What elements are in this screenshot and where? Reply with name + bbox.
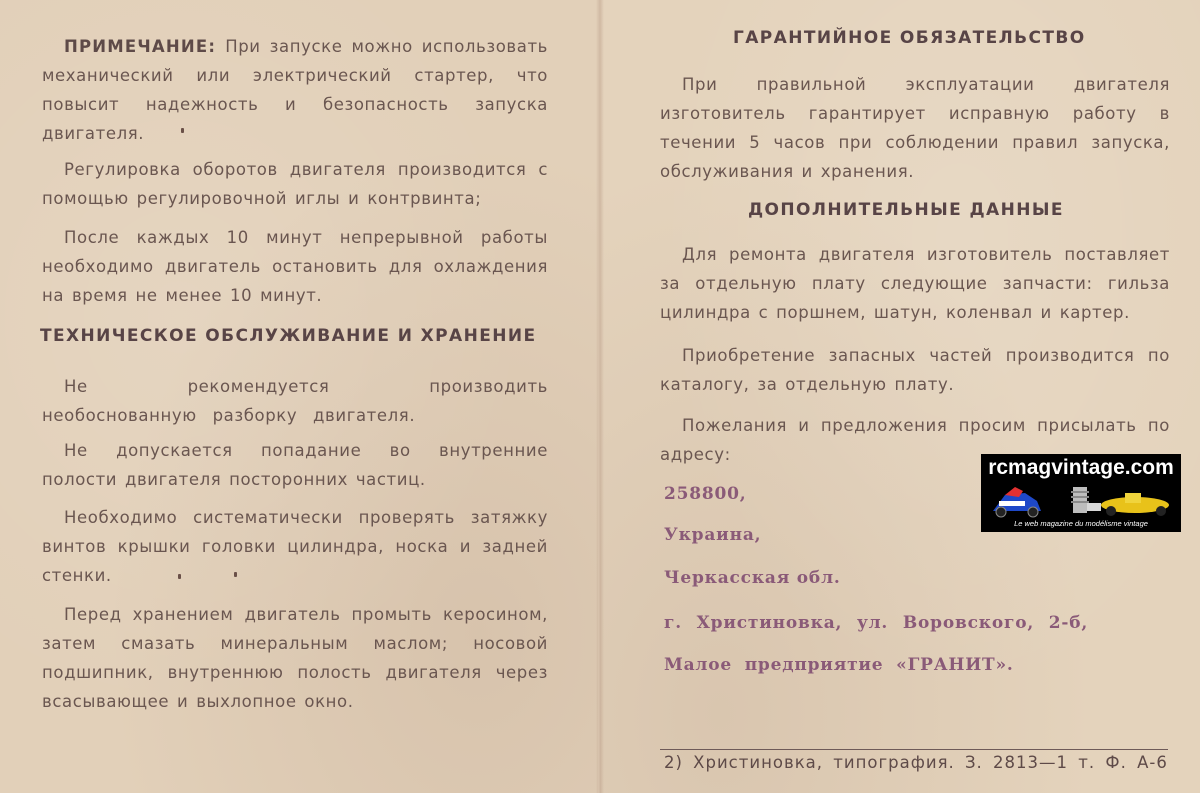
footer-rule <box>660 749 1168 750</box>
address-postcode: 258800, <box>664 484 747 504</box>
warranty-paragraph: При правильной эксплуатации двигателя изготовитель гарантирует исправную работу в течении 5 часов при соблюдении правил запуска, обслуживания и хранения. <box>660 75 1170 181</box>
address-country: Украина, <box>664 525 762 545</box>
logo-tagline: Le web magazine du modélisme vintage <box>1014 519 1148 528</box>
note-paragraph <box>42 32 548 148</box>
requests-paragraph: Пожелания и предложения просим присылать по адресу: <box>660 416 1170 464</box>
model-cars-engine-icon <box>985 481 1177 519</box>
disassembly-paragraph: Не рекомендуется производить необоснованную разборку двигателя. <box>42 377 548 425</box>
ink-speck <box>181 128 184 133</box>
screws-paragraph: Необходимо систематически проверять затяжку винтов крышки головки цилиндра, носка и задней стенки. <box>42 508 548 585</box>
catalog-paragraph: Приобретение запасных частей производится по каталогу, за отдельную плату. <box>660 346 1170 394</box>
logo-title: rcmagvintage.com <box>988 456 1174 479</box>
note-text: При запуске можно использовать механический или электрический стартер, что повысит надежность и безопасность запуска двигателя. <box>42 37 548 143</box>
print-footer: 2) Христиновка, типография. З. 2813—1 т. Ф. А-6 <box>664 753 1168 772</box>
maintenance-heading: ТЕХНИЧЕСКОЕ ОБСЛУЖИВАНИЕ И ХРАНЕНИЕ <box>40 326 537 346</box>
address-street: г. Христиновка, ул. Воровского, 2-б, <box>664 613 1089 633</box>
note-label: ПРИМЕЧАНИЕ: <box>64 37 217 56</box>
address-region: Черкасская обл. <box>664 568 841 588</box>
rcmagvintage-logo[interactable] <box>981 454 1181 532</box>
additional-data-heading: ДОПОЛНИТЕЛЬНЫЕ ДАННЫЕ <box>748 200 1064 220</box>
ink-speck <box>178 574 181 579</box>
regulation-paragraph: Регулировка оборотов двигателя производится с помощью регулировочной иглы и контрвинта; <box>42 160 548 208</box>
spare-parts-paragraph: Для ремонта двигателя изготовитель поставляет за отдельную плату следующие запчасти: гильза цилиндра с поршнем, шатун, коленвал и картер. <box>660 245 1170 322</box>
warranty-heading: ГАРАНТИЙНОЕ ОБЯЗАТЕЛЬСТВО <box>733 28 1086 48</box>
ink-speck <box>234 572 237 577</box>
storage-paragraph: Перед хранением двигатель промыть керосином, затем смазать минеральным маслом; носовой подшипник, внутреннюю полость двигателя через всасывающее и выхлопное окно. <box>42 605 548 711</box>
cooling-paragraph: После каждых 10 минут непрерывной работы необходимо двигатель остановить для охлаждения на время не менее 10 минут. <box>42 228 548 305</box>
particles-paragraph: Не допускается попадание во внутренние полости двигателя посторонних частиц. <box>42 441 548 489</box>
address-company: Малое предприятие «ГРАНИТ». <box>664 655 1014 675</box>
page-fold <box>596 0 604 793</box>
